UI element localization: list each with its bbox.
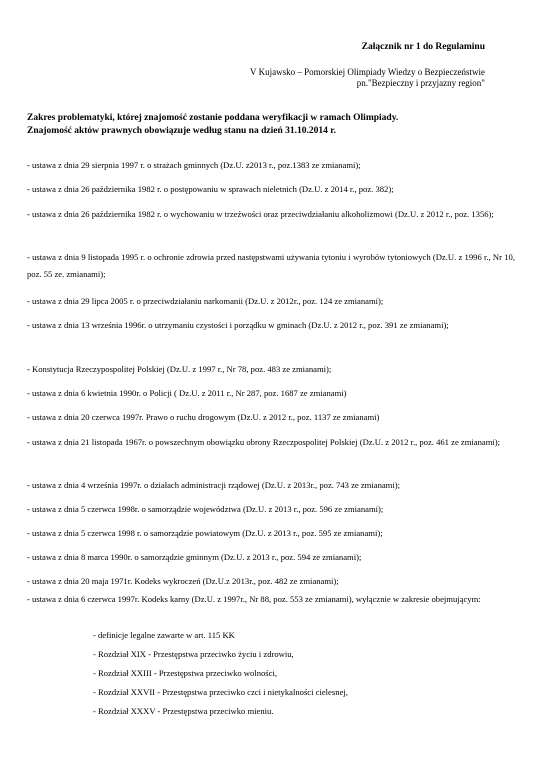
- criminal-code-scope-item: - Rozdział XXIII - Przestępstwa przeciwko wolności,: [93, 668, 277, 678]
- list-item: - ustawa z dnia 5 czerwca 1998 r. o samorządzie powiatowym (Dz.U. z 2013 r., poz. 595 ze zmianami);: [27, 528, 383, 538]
- list-item: - ustawa z dnia 13 września 1996r. o utrzymaniu czystości i porządku w gminach (Dz.U. z 2012 r., poz. 391 ze zmianami);: [27, 320, 449, 330]
- list-item: - ustawa z dnia 6 kwietnia 1990r. o Policji ( Dz.U. z 2011 r., Nr 287, poz. 1687 ze zmianami): [27, 388, 347, 398]
- list-item: - ustawa z dnia 20 maja 1971r. Kodeks wykroczeń (Dz.U.z 2013r., poz. 482 ze zmianami);: [27, 576, 339, 586]
- list-item: - ustawa z dnia 6 czerwca 1997r. Kodeks karny (Dz.U. z 1997r., Nr 88, poz. 553 ze zmianami), wyłącznie w zakresie obejmującym:: [27, 594, 481, 604]
- list-item: - ustawa z dnia 29 lipca 2005 r. o przeciwdziałaniu narkomanii (Dz.U. z 2012r., poz. 124 ze zmianami);: [27, 296, 384, 306]
- criminal-code-scope-item: - Rozdział XXVII - Przestępstwa przeciwko czci i nietykalności cielesnej,: [93, 687, 348, 697]
- olympiad-subtitle: pn."Bezpieczny i przyjazny region": [356, 78, 485, 88]
- criminal-code-scope-item: - Rozdział XIX - Przestępstwa przeciwko życiu i zdrowiu,: [93, 649, 294, 659]
- list-item: - ustawa z dnia 29 sierpnia 1997 r. o strażach gminnych (Dz.U. z2013 r., poz.1383 ze zmianami);: [27, 160, 361, 170]
- list-item: - ustawa z dnia 9 listopada 1995 r. o ochronie zdrowia przed następstwami używania tytoniu i wyrobów tytoniowych (Dz.U. z 1996 r., Nr 10, poz. 55 ze. zmianami);: [27, 252, 515, 279]
- list-item: - ustawa z dnia 4 września 1997r. o działach administracji rządowej (Dz.U. z 2013r., poz. 743 ze zmianami);: [27, 480, 401, 490]
- attachment-title: Załącznik nr 1 do Regulaminu: [361, 42, 485, 52]
- list-item: - ustawa z dnia 26 października 1982 r. o wychowaniu w trzeźwości oraz przeciwdziałaniu alkoholizmowi (Dz.U. z 2012 r., poz. 1356);: [27, 209, 494, 219]
- criminal-code-scope-item: - definicje legalne zawarte w art. 115 KK: [93, 630, 235, 640]
- list-item: - ustawa z dnia 26 października 1982 r. o postępowaniu w sprawach nieletnich (Dz.U. z 2014 r., poz. 382);: [27, 184, 394, 194]
- list-item: - ustawa z dnia 5 czerwca 1998r. o samorządzie województwa (Dz.U. z 2013 r., poz. 596 ze zmianami);: [27, 504, 384, 514]
- list-item: - ustawa z dnia 8 marca 1990r. o samorządzie gminnym (Dz.U. z 2013 r., poz. 594 ze zmianami);: [27, 552, 362, 562]
- olympiad-name: V Kujawsko – Pomorskiej Olimpiady Wiedzy o Bezpieczeństwie: [249, 67, 485, 77]
- criminal-code-scope-item: - Rozdział XXXV - Przestępstwa przeciwko mieniu.: [93, 706, 274, 716]
- list-item: - Konstytucja Rzeczypospolitej Polskiej (Dz.U. z 1997 r., Nr 78, poz. 483 ze zmianami);: [27, 364, 332, 374]
- intro-scope: Zakres problematyki, której znajomość zostanie poddana weryfikacji w ramach Olimpiady.: [27, 113, 399, 123]
- list-item: - ustawa z dnia 20 czerwca 1997r. Prawo o ruchu drogowym (Dz.U. z 2012 r., poz. 1137 ze zmianami): [27, 412, 380, 422]
- list-item: - ustawa z dnia 21 listopada 1967r. o powszechnym obowiązku obrony Rzeczpospolitej Polskiej (Dz.U. z 2012 r., poz. 461 ze zmianami);: [27, 437, 501, 447]
- intro-legal-date: Znajomość aktów prawnych obowiązuje według stanu na dzień 31.10.2014 r.: [27, 126, 336, 136]
